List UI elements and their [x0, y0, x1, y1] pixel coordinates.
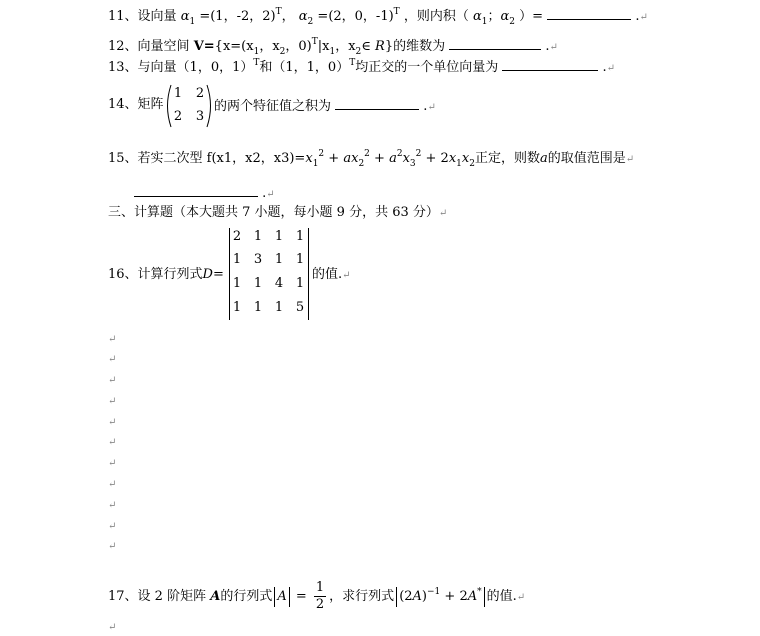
- q17-det-bar-right-2: [484, 587, 485, 607]
- q15-plus-two: + 2: [421, 151, 449, 166]
- q14-matrix-cell: 3: [195, 109, 205, 124]
- q16-cell: 1: [274, 252, 284, 267]
- q12-set-open: {x=(x: [214, 39, 254, 54]
- return-mark: ↵: [606, 63, 616, 74]
- q16-equals: =: [212, 267, 224, 282]
- q16-d: D: [202, 267, 213, 282]
- q13-period: .: [602, 60, 607, 75]
- q16-cell: 1: [253, 276, 263, 291]
- q15-a: a: [540, 151, 548, 166]
- q12-sub-1: 1: [253, 47, 260, 57]
- q12-sub-2: 2: [279, 47, 286, 57]
- q11-comma: ，: [281, 9, 295, 24]
- q12-condition-mid: ，x: [335, 39, 356, 54]
- q15-square: 2: [396, 149, 403, 159]
- return-mark: ↵: [342, 270, 351, 281]
- question-17: 17、设 2 阶矩阵 A的行列式 A = $\frac{1}{2}$ ，求行列式 $(2A)^{-1} + 2A^*$ 的值.↵: [108, 580, 526, 612]
- q16-cell: 5: [295, 300, 305, 315]
- q11-alpha-4: α: [500, 9, 510, 24]
- q17-numerator: 1: [315, 580, 325, 595]
- q17-mid-text: ，求行列式: [329, 589, 395, 604]
- question-15-answer: [134, 183, 275, 204]
- q11-separator: ；: [487, 9, 501, 24]
- q11-alpha-3: α: [472, 9, 482, 24]
- return-mark: ↵: [108, 521, 117, 532]
- q15-plus: +: [369, 151, 390, 166]
- q16-cell: 3: [253, 252, 263, 267]
- q13-answer-blank[interactable]: [502, 57, 598, 71]
- q12-sub-3: 1: [329, 47, 336, 57]
- q11-transpose-2: T: [393, 7, 400, 17]
- return-mark: ↵: [108, 437, 117, 448]
- q17-fraction: [314, 580, 326, 613]
- q16-cell: 1: [232, 276, 242, 291]
- q17-matrix-a: A: [210, 589, 221, 604]
- q16-cell: 1: [274, 300, 284, 315]
- q12-set-mid: ，x: [259, 39, 280, 54]
- question-15: [108, 150, 634, 169]
- q15-x: x: [305, 151, 313, 166]
- return-mark: ↵: [625, 154, 635, 165]
- q16-cell: 1: [253, 229, 263, 244]
- return-mark: ↵: [108, 396, 117, 407]
- q11-equals: ）=: [519, 9, 544, 24]
- q11-answer-blank[interactable]: [547, 6, 631, 20]
- q17-adjoint: *: [477, 587, 482, 597]
- q15-x: x: [402, 151, 410, 166]
- q14-prefix: 14、矩阵: [108, 97, 164, 112]
- q11-vector-2: =(2，0，-1): [317, 9, 394, 24]
- q15-sub: 1: [456, 159, 462, 169]
- q17-a: A: [467, 589, 478, 604]
- q13-mid: 和（1，1，0）: [259, 60, 350, 75]
- q12-period: .: [545, 39, 550, 54]
- q17-a: A: [277, 589, 287, 604]
- q15-sub: 1: [312, 159, 319, 169]
- q17-a: A: [412, 589, 422, 604]
- question-16-tail: [312, 266, 351, 285]
- q12-prefix: 12、向量空间: [108, 39, 194, 54]
- q14-answer-blank[interactable]: [335, 96, 419, 110]
- q12-space-v: V=: [193, 39, 215, 54]
- q13-tail: 均正交的一个单位向量为: [355, 60, 499, 75]
- return-mark: ↵: [438, 208, 448, 219]
- q16-cell: 1: [295, 252, 305, 267]
- q12-transpose: T: [311, 37, 318, 47]
- q13-transpose-1: T: [253, 58, 260, 68]
- return-mark: ↵: [427, 102, 436, 113]
- q15-a: a: [389, 151, 397, 166]
- q15-a: a: [343, 151, 352, 166]
- q15-plus: +: [324, 151, 344, 166]
- question-14-tail: [214, 96, 436, 117]
- question-12: [108, 36, 558, 57]
- q15-prefix: 15、若实二次型 f(x1，x2，x3)=: [108, 151, 306, 166]
- q14-matrix-cell: 2: [195, 86, 205, 101]
- q12-answer-blank[interactable]: [449, 36, 541, 50]
- q15-x: x: [351, 151, 359, 166]
- q17-det-bar-left: [274, 587, 275, 607]
- q17-equals: =: [291, 589, 311, 604]
- q16-determinant: [228, 228, 310, 320]
- q14-period: .: [423, 99, 428, 114]
- q16-prefix: 16、计算行列式: [108, 267, 203, 282]
- return-mark: ↵: [549, 42, 558, 53]
- q17-expr-open: (2: [399, 589, 413, 604]
- q17-tail: 的值.: [486, 589, 517, 604]
- q14-tail: 的两个特征值之积为: [214, 99, 332, 114]
- question-11: [108, 6, 648, 27]
- q16-cell: 2: [232, 229, 242, 244]
- q17-inverse: −1: [427, 587, 441, 597]
- q15-tail2: 的取值范围是: [547, 151, 626, 166]
- q14-matrix-cell: 2: [173, 109, 183, 124]
- question-16: [108, 266, 224, 284]
- q11-sub-1: 1: [189, 17, 196, 27]
- q11-inner-product-text: ，则内积（: [403, 9, 469, 24]
- q11-prefix: 11、设向量: [108, 9, 177, 24]
- return-mark: ↵: [108, 354, 117, 365]
- return-mark: ↵: [639, 12, 648, 23]
- q15-answer-blank[interactable]: [134, 183, 258, 197]
- q12-dimension-text: }的维数为: [384, 39, 446, 54]
- q16-cell: 1: [232, 300, 242, 315]
- q13-prefix: 13、与向量（1，0，1）: [108, 60, 254, 75]
- q13-transpose-2: T: [349, 58, 356, 68]
- q16-cell: 1: [253, 300, 263, 315]
- q17-prefix: 17、设 2 阶矩阵: [108, 589, 207, 604]
- q15-x: x: [448, 151, 457, 166]
- q11-period: .: [635, 9, 640, 24]
- q11-sub-2: 2: [307, 17, 314, 27]
- return-mark: ↵: [266, 189, 275, 200]
- return-mark: ↵: [108, 375, 117, 386]
- q16-cell: 1: [274, 229, 284, 244]
- q14-matrix-cell: 1: [173, 86, 183, 101]
- q17-det-bar-left-2: [396, 587, 397, 607]
- q16-cell: 1: [295, 276, 305, 291]
- return-mark: ↵: [108, 334, 117, 345]
- q11-sub-4: 2: [509, 17, 516, 27]
- q16-cell: 1: [232, 252, 242, 267]
- q15-sub: 3: [409, 159, 416, 169]
- return-mark: ↵: [108, 479, 117, 490]
- q15-sub: 2: [358, 159, 365, 169]
- q12-real-r: R: [375, 39, 385, 54]
- q12-set-tail: ，0): [285, 39, 312, 54]
- q16-right-bar: [308, 228, 309, 320]
- q11-vector-1: =(1，-2，2): [199, 9, 276, 24]
- q11-alpha-1: α: [180, 9, 190, 24]
- q15-square: 2: [415, 149, 422, 159]
- q17-plus: + 2: [440, 589, 468, 604]
- q11-alpha-2: α: [298, 9, 308, 24]
- q16-cell: 1: [295, 229, 305, 244]
- q16-tail: 的值.: [312, 267, 343, 282]
- return-mark: ↵: [108, 500, 117, 511]
- q15-sub: 2: [469, 159, 475, 169]
- q12-sub-4: 2: [355, 47, 362, 57]
- q15-square: 2: [318, 149, 325, 159]
- q15-x: x: [461, 151, 470, 166]
- q17-denominator: 2: [315, 597, 325, 612]
- q15-period: .: [262, 186, 267, 201]
- q11-sub-3: 1: [481, 17, 488, 27]
- return-mark: ↵: [108, 541, 117, 552]
- return-mark: ↵: [108, 622, 117, 633]
- q17-det-bar-right: [289, 587, 290, 607]
- q14-matrix: [163, 84, 215, 128]
- q11-transpose-1: T: [275, 7, 282, 17]
- q15-tail: 正定，则数: [474, 151, 540, 166]
- q12-element-of: ∈: [361, 39, 371, 54]
- q15-square: 2: [364, 149, 370, 159]
- return-mark: ↵: [108, 417, 117, 428]
- return-mark: ↵: [108, 458, 117, 469]
- q17-det-text: 的行列式: [220, 589, 273, 604]
- q16-cell: 4: [274, 276, 284, 291]
- section-3-title: [108, 204, 447, 223]
- section-3-text: 三、计算题（本大题共 7 小题，每小题 9 分，共 63 分）: [108, 205, 439, 220]
- q12-condition: |x: [317, 39, 330, 54]
- return-mark: ↵: [516, 592, 526, 603]
- question-13: [108, 57, 615, 78]
